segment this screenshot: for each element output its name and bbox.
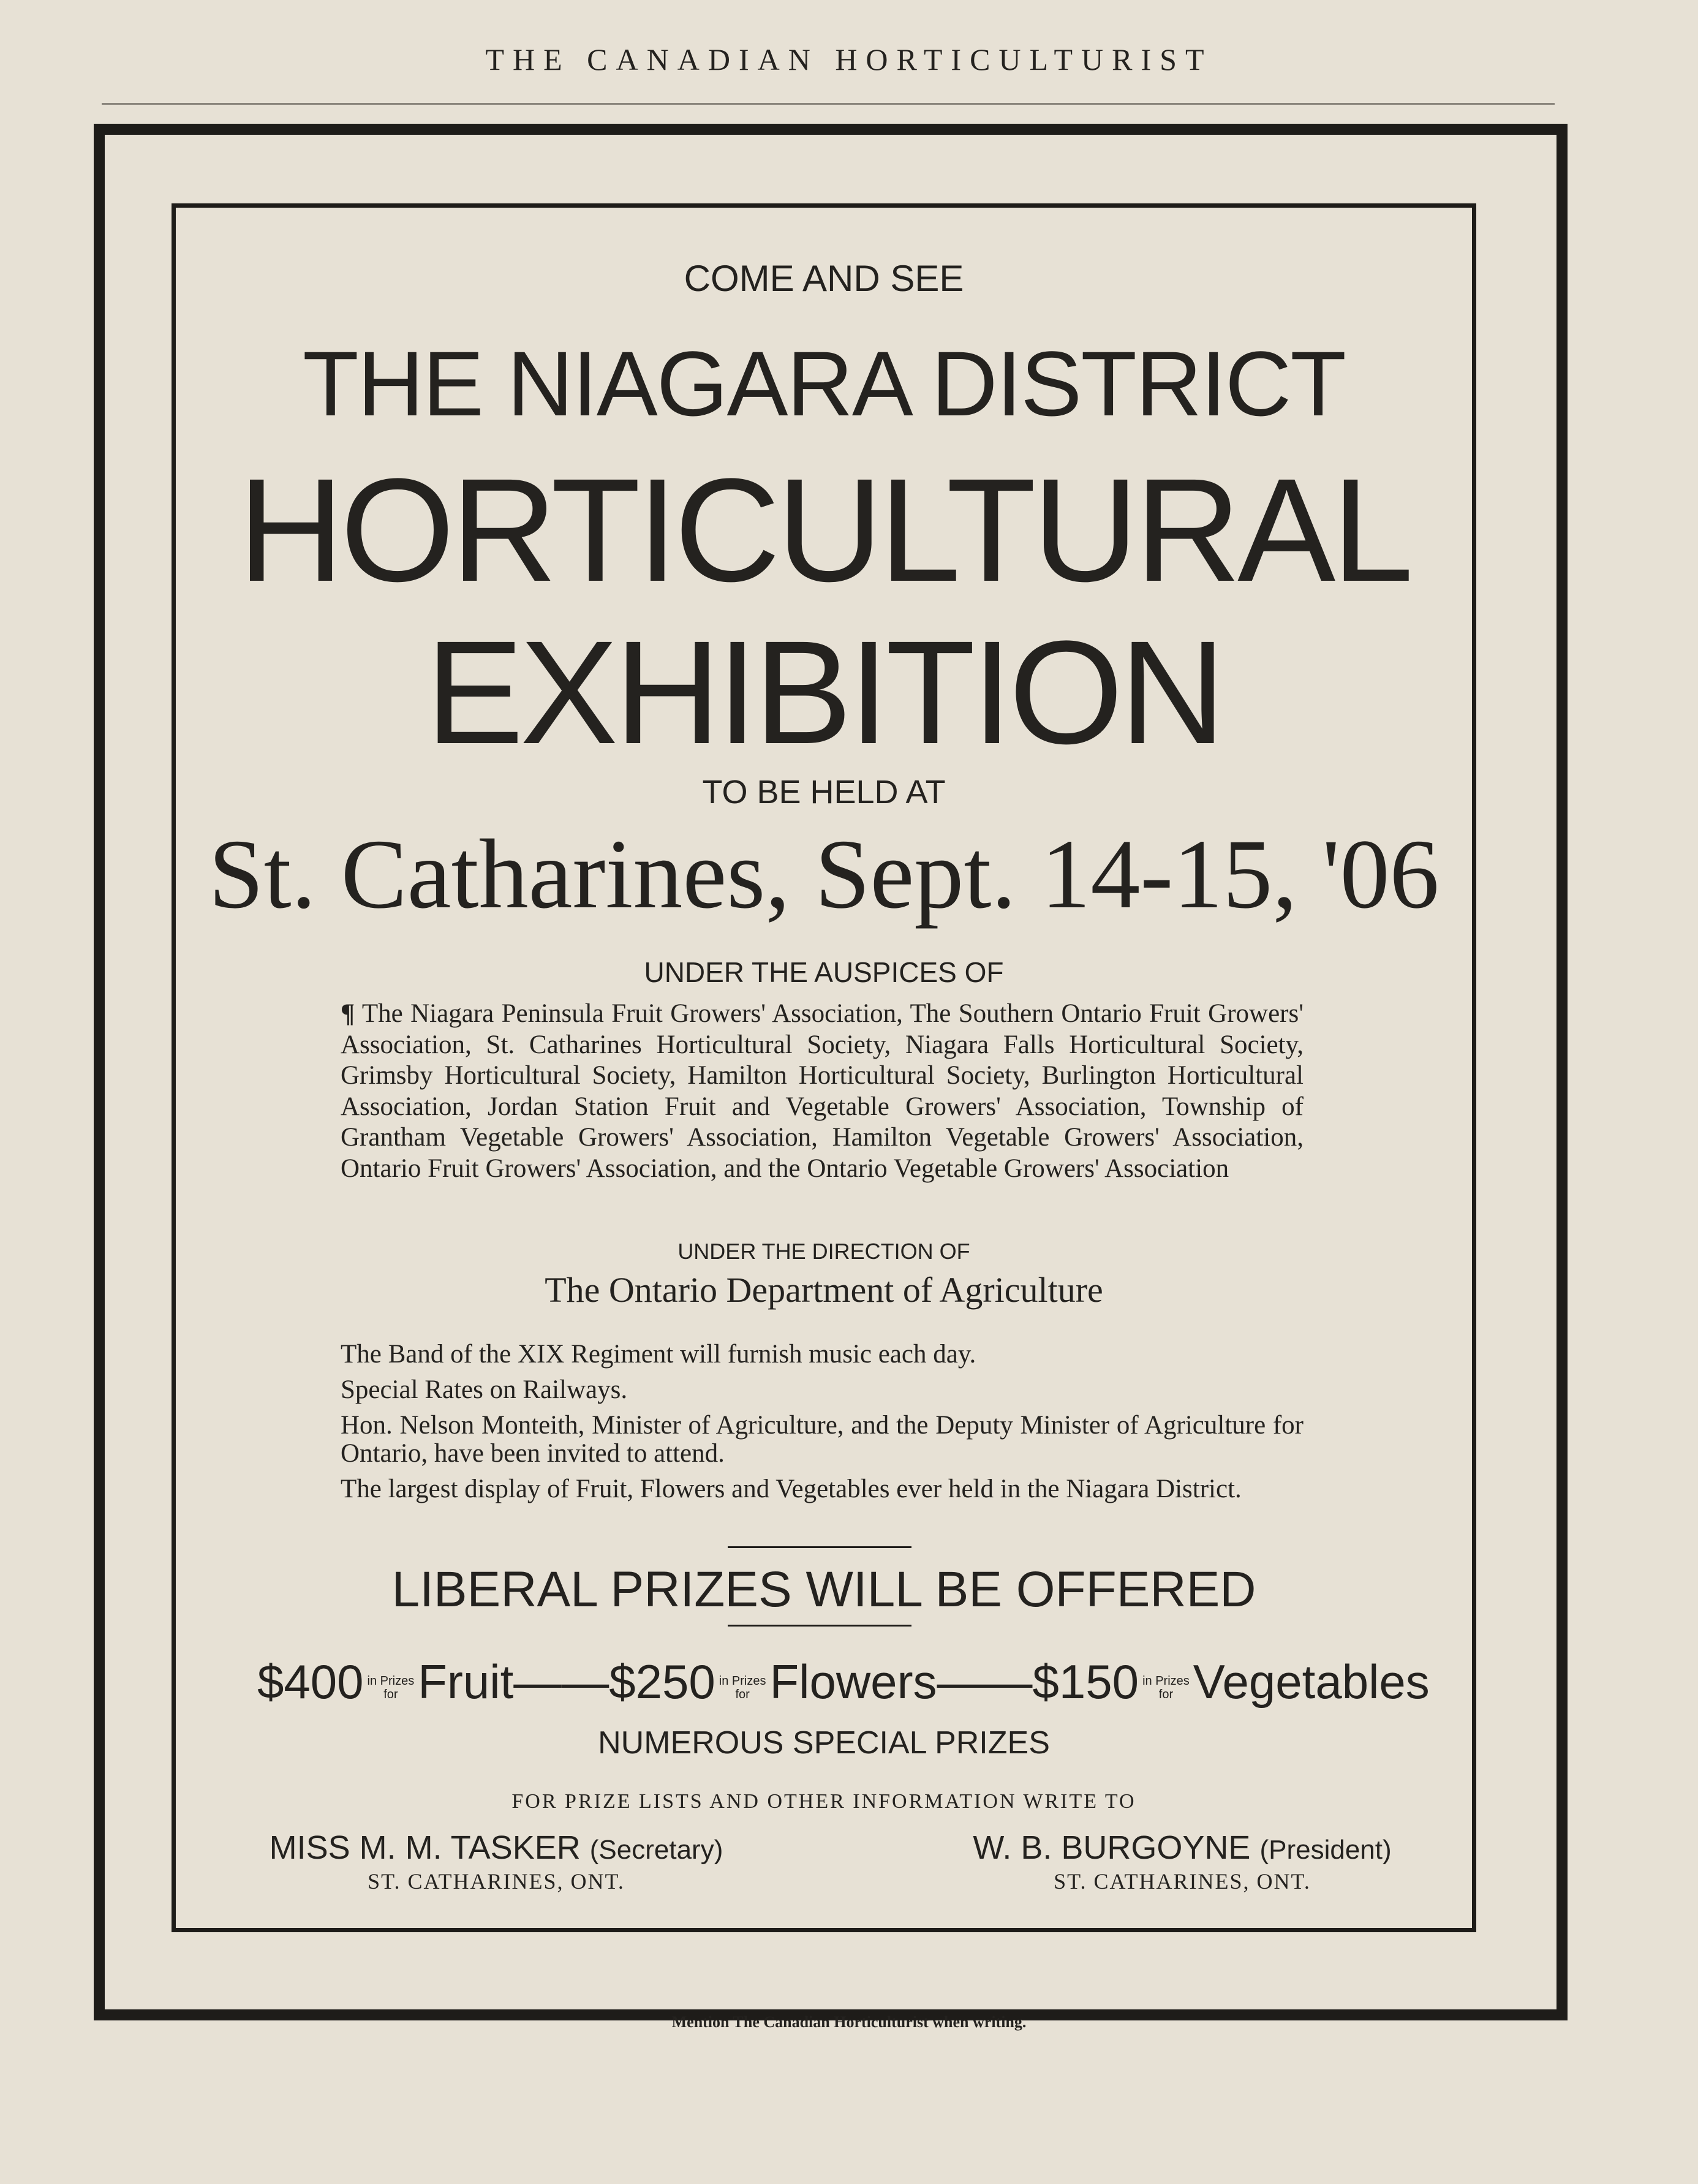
masthead: THE CANADIAN HORTICULTURIST (485, 42, 1213, 77)
place-and-date: St. Catharines, Sept. 14-15, '06 (208, 820, 1440, 929)
prize-dash: —— (937, 1655, 1033, 1709)
paragraph-mark-icon: ¶ (341, 999, 355, 1028)
prize-category: Fruit (418, 1655, 514, 1709)
secretary-contact (263, 1829, 729, 1867)
president-address: ST. CATHARINES, ONT. (1054, 1869, 1311, 1894)
numerous-prizes: NUMEROUS SPECIAL PRIZES (598, 1725, 1050, 1761)
prize-amount: $150 (1032, 1655, 1139, 1709)
auspices-text: The Niagara Peninsula Fruit Growers' Association, The Southern Ontario Fruit Growers' Association, St. Catharines Horticultural Society, Niagara Falls Horticultural Society, Grimsby Horticultural Society, Hamilton Horticultural Society, Burlington Horticultural Association, Jordan Station Fruit and Vegetable Growers' Association, Township of Grantham Vegetable Growers' Association, Hamilton Vegetable Growers' Association, Ontario Fruit Growers' Association, and the Ontario Vegetable Growers' Association (341, 999, 1304, 1183)
note-display: The largest display of Fruit, Flowers and Vegetables ever held in the Niagara District. (341, 1475, 1242, 1503)
come-and-see: COME AND SEE (684, 258, 964, 299)
note-minister: Hon. Nelson Monteith, Minister of Agriculture, and the Deputy Minister of Agriculture for Ontario, have been invited to attend. (341, 1411, 1304, 1468)
title-line-3: EXHIBITION (425, 610, 1223, 774)
rule-top (728, 1546, 911, 1548)
note-rates: Special Rates on Railways. (341, 1375, 628, 1404)
title-line-1: THE NIAGARA DISTRICT (303, 332, 1345, 435)
write-to: FOR PRIZE LISTS AND OTHER INFORMATION WRITE TO (511, 1790, 1136, 1813)
president-role: (President) (1259, 1835, 1392, 1865)
auspices-list (341, 999, 1304, 1184)
secretary-name: MISS M. M. TASKER (269, 1829, 581, 1866)
direction-body: The Ontario Department of Agriculture (545, 1270, 1103, 1310)
prize-dash: —— (513, 1655, 609, 1709)
prize-category: Vegetables (1193, 1655, 1430, 1709)
footer-note: Mention The Canadian Horticulturist when writing. (671, 2013, 1027, 2031)
held-at: TO BE HELD AT (702, 774, 946, 810)
prize-amount: $400 (257, 1655, 364, 1709)
notes (341, 1340, 1304, 1511)
president-contact (937, 1829, 1427, 1867)
prize-note: in Prizes for (367, 1674, 415, 1701)
note-band: The Band of the XIX Regiment will furnish music each day. (341, 1340, 976, 1369)
prize-line (257, 1654, 1430, 1710)
liberal-prizes: LIBERAL PRIZES WILL BE OFFERED (391, 1562, 1256, 1617)
prize-note: in Prizes for (1142, 1674, 1190, 1701)
title-line-2: HORTICULTURAL (238, 448, 1410, 612)
president-name: W. B. BURGOYNE (973, 1829, 1251, 1866)
prize-note: in Prizes for (719, 1674, 766, 1701)
prize-category: Flowers (769, 1655, 937, 1709)
auspices-heading: UNDER THE AUSPICES OF (644, 956, 1004, 988)
secretary-address: ST. CATHARINES, ONT. (368, 1869, 625, 1894)
secretary-role: (Secretary) (589, 1835, 723, 1865)
header-rule (102, 103, 1555, 105)
prize-amount: $250 (609, 1655, 715, 1709)
direction-heading: UNDER THE DIRECTION OF (677, 1239, 970, 1264)
rule-bottom (728, 1625, 911, 1627)
